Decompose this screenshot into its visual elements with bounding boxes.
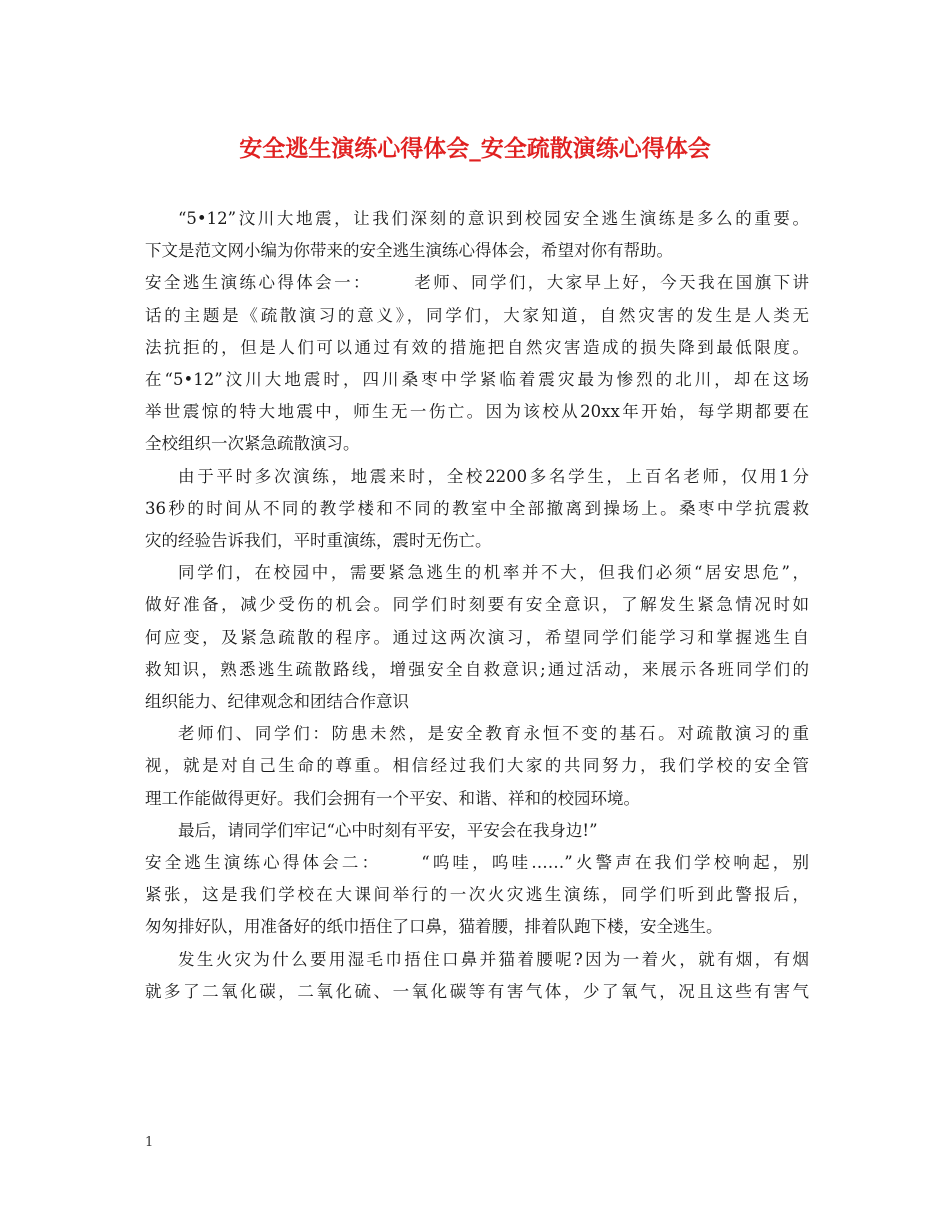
page-number: 1	[145, 1135, 154, 1150]
text-line-fragment: 老师、同学们，大家早上好，今天我在国旗下讲	[411, 273, 810, 293]
text-line: 话的主题是《疏散演习的意义》，同学们，大家知道，自然灾害的发生是人类无	[145, 305, 809, 325]
text-line: 最后，请同学们牢记“心中时刻有平安，平安会在我身边!”	[178, 820, 598, 840]
section-heading-one: 安全逃生演练心得体会一：	[145, 273, 372, 293]
text-line: 何应变，及紧急疏散的程序。通过这两次演习，希望同学们能学习和掌握逃生自	[145, 627, 809, 647]
text-line: 组织能力、纪律观念和团结合作意识	[145, 692, 409, 712]
text-line: 发生火灾为什么要用湿毛巾捂住口鼻并猫着腰呢?因为一着火，就有烟，有烟	[178, 949, 809, 969]
text-line-fragment: “呜哇，呜哇……”火警声在我们学校响起，别	[421, 853, 809, 873]
text-line: 下文是范文网小编为你带来的安全逃生演练心得体会，希望对你有帮助。	[145, 241, 673, 261]
text-line: 救知识，熟悉逃生疏散路线，增强安全自救意识;通过活动，来展示各班同学们的	[145, 659, 809, 679]
text-line-split	[145, 267, 809, 299]
text-line: 由于平时多次演练，地震来时，全校2200多名学生，上百名老师，仅用1分	[178, 466, 809, 486]
text-line: 视，就是对自己生命的尊重。相信经过我们大家的共同努力，我们学校的安全管	[145, 756, 809, 776]
document-title: 安全逃生演练心得体会_安全疏散演练心得体会	[239, 136, 711, 162]
text-line: 在“5•12”汶川大地震时，四川桑枣中学紧临着震灾最为惨烈的北川，却在这场	[145, 370, 809, 390]
text-line: 做好准备，减少受伤的机会。同学们时刻要有安全意识，了解发生紧急情况时如	[145, 595, 809, 615]
text-line: 老师们、同学们：防患未然，是安全教育永恒不变的基石。对疏散演习的重	[178, 724, 809, 744]
text-line: 全校组织一次紧急疏散演习。	[145, 434, 360, 454]
text-line: 匆匆排好队，用准备好的纸巾捂住了口鼻，猫着腰，排着队跑下楼，安全逃生。	[145, 917, 723, 937]
text-line: 就多了二氧化碳，二氧化硫、一氧化碳等有害气体，少了氧气，况且这些有害气	[145, 981, 809, 1001]
text-line: “5•12”汶川大地震，让我们深刻的意识到校园安全逃生演练是多么的重要。	[178, 209, 809, 228]
text-line-split	[145, 847, 809, 879]
text-line: 同学们，在校园中，需要紧急逃生的机率并不大，但我们必须“居安思危”，	[178, 563, 809, 583]
text-line: 法抗拒的，但是人们可以通过有效的措施把自然灾害造成的损失降到最低限度。	[145, 337, 809, 357]
text-line: 灾的经验告诉我们，平时重演练，震时无伤亡。	[145, 531, 492, 551]
section-heading-two: 安全逃生演练心得体会二：	[145, 853, 382, 873]
text-line: 紧张，这是我们学校在大课间举行的一次火灾逃生演练，同学们听到此警报后，	[145, 885, 809, 905]
text-line: 理工作能做得更好。我们会拥有一个平安、和谐、祥和的校园环境。	[145, 788, 640, 808]
text-line: 36秒的时间从不同的教学楼和不同的教室中全部撤离到操场上。桑枣中学抗震救	[145, 498, 809, 518]
document-body	[145, 203, 809, 1008]
text-line: 举世震惊的特大地震中，师生无一伤亡。因为该校从20xx年开始，每学期都要在	[145, 402, 809, 422]
